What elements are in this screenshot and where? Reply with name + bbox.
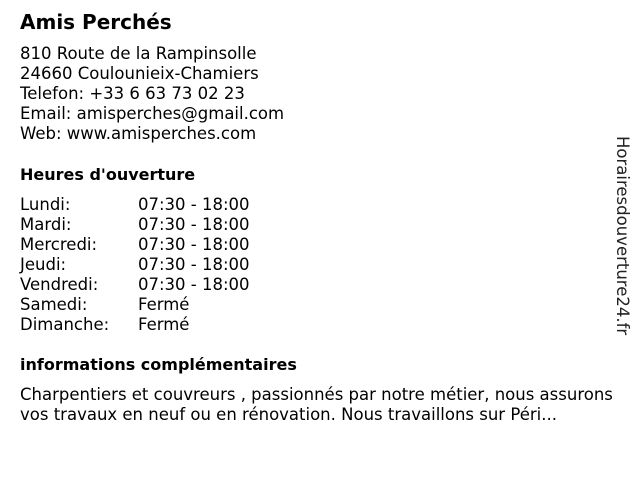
hours-time: Fermé (138, 315, 190, 334)
contact-block (20, 44, 284, 144)
hours-time: Fermé (138, 295, 190, 314)
additional-info-heading: informations complémentaires (20, 355, 297, 374)
hours-day: Vendredi: (20, 275, 99, 294)
hours-day: Mercredi: (20, 235, 98, 254)
hours-time: 07:30 - 18:00 (138, 195, 250, 214)
hours-time: 07:30 - 18:00 (138, 235, 250, 254)
hours-day: Samedi: (20, 295, 88, 314)
address-line-2: 24660 Coulounieix-Chamiers (20, 64, 259, 83)
web-line: Web: www.amisperches.com (20, 124, 257, 143)
hours-day: Dimanche: (20, 315, 110, 334)
opening-hours-heading: Heures d'ouverture (20, 165, 196, 184)
hours-day: Jeudi: (20, 255, 67, 274)
address-line-1: 810 Route de la Rampinsolle (20, 44, 257, 63)
hours-day: Mardi: (20, 215, 72, 234)
business-description: Charpentiers et couvreurs , passionnés par notre métier, nous assurons vos travaux en neuf ou en rénovation. Nous travaillons sur Péri... (20, 385, 613, 424)
business-name: Amis Perchés (20, 10, 172, 34)
site-watermark-text: Horairesdouverture24.fr (613, 136, 632, 336)
phone-line: Telefon: +33 6 63 73 02 23 (20, 84, 245, 103)
site-watermark (612, 136, 634, 342)
hours-day: Lundi: (20, 195, 71, 214)
hours-time: 07:30 - 18:00 (138, 215, 250, 234)
hours-time: 07:30 - 18:00 (138, 255, 250, 274)
email-line: Email: amisperches@gmail.com (20, 104, 285, 123)
hours-time: 07:30 - 18:00 (138, 275, 250, 294)
